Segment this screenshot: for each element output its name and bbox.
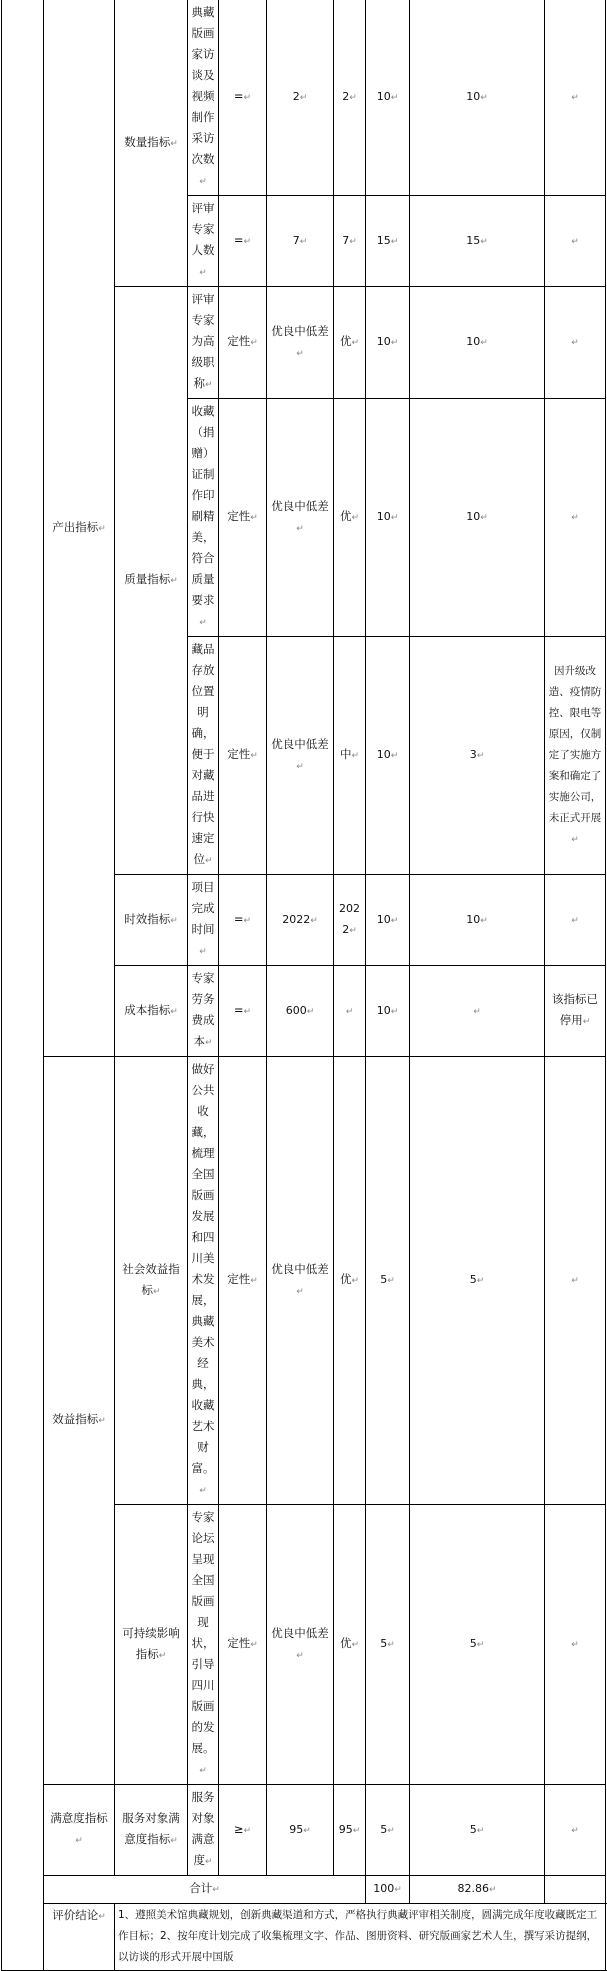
operator: 定性↵ xyxy=(219,399,267,637)
deviation-note: 因升级改造、疫情防控、限电等原因，仅制定了实施方案和确定了实施公司，未正式开展↵ xyxy=(545,637,606,875)
deviation-note: ↵ xyxy=(545,1057,606,1505)
score: 10↵ xyxy=(410,399,545,637)
actual-value: 优↵ xyxy=(334,287,366,399)
actual-value: 优↵ xyxy=(334,399,366,637)
actual-value: 优↵ xyxy=(334,1505,366,1785)
target-value: 2↵ xyxy=(267,0,334,196)
performance-indicator-table xyxy=(1,0,606,1971)
category-output: 产出指标↵ xyxy=(44,0,115,1057)
indicator-name: 服务对象满意度↵ xyxy=(188,1785,219,1876)
table-row xyxy=(2,0,606,196)
score: 5↵ xyxy=(410,1505,545,1785)
weight: 10↵ xyxy=(366,637,410,875)
score: 15↵ xyxy=(410,196,545,287)
weight: 5↵ xyxy=(366,1057,410,1505)
operator: 定性↵ xyxy=(219,1505,267,1785)
sub-indicator: 质量指标↵ xyxy=(115,287,188,875)
table-row xyxy=(2,1785,606,1876)
deviation-note: 该指标已停用↵ xyxy=(545,966,606,1057)
deviation-note: ↵ xyxy=(545,875,606,966)
operator: 定性↵ xyxy=(219,287,267,399)
total-score: 82.86↵ xyxy=(410,1876,545,1904)
actual-value: 优↵ xyxy=(334,1057,366,1505)
target-value: 优良中低差↵ xyxy=(267,287,334,399)
total-weight: 100↵ xyxy=(366,1876,410,1904)
indicator-name: 专家论坛呈现全国版画现状，引导四川版画的发展。↵ xyxy=(188,1505,219,1785)
weight: 5↵ xyxy=(366,1505,410,1785)
weight: 10↵ xyxy=(366,875,410,966)
operator: 定性↵ xyxy=(219,637,267,875)
actual-value: 中↵ xyxy=(334,637,366,875)
target-value: 优良中低差↵ xyxy=(267,399,334,637)
total-label: 合计↵ xyxy=(44,1876,366,1904)
sub-indicator: 社会效益指标↵ xyxy=(115,1057,188,1505)
target-value: 95↵ xyxy=(267,1785,334,1876)
operator: =↵ xyxy=(219,0,267,196)
indicator-name: 典藏版画家访谈及视频制作采访次数↵ xyxy=(188,0,219,196)
score: ↵ xyxy=(410,966,545,1057)
deviation-note: ↵ xyxy=(545,196,606,287)
score: 10↵ xyxy=(410,287,545,399)
operator: ≥↵ xyxy=(219,1785,267,1876)
actual-value: 2↵ xyxy=(334,0,366,196)
operator: 定性↵ xyxy=(219,1057,267,1505)
weight: 10↵ xyxy=(366,0,410,196)
left-blank-cell xyxy=(2,0,44,1971)
target-value: 优良中低差↵ xyxy=(267,1057,334,1505)
evaluation-text: 1、遵照美术馆典藏规划，创新典藏渠道和方式，严格执行典藏评审相关制度，圆满完成年度收藏既定工作目标；2、按年度计划完成了收集梳理文字、作品、图册资料、研究版画家艺术人生，撰写采访提纲，以访谈的形式开展中国版 xyxy=(115,1904,606,1971)
target-value: 7↵ xyxy=(267,196,334,287)
indicator-name: 做好公共收藏，梳理全国版画发展和四川美术发展，典藏美术经典，收藏艺术财富。↵ xyxy=(188,1057,219,1505)
indicator-name: 藏品存放位置明确，便于对藏品进行快速定位↵ xyxy=(188,637,219,875)
actual-value: 7↵ xyxy=(334,196,366,287)
target-value: 优良中低差↵ xyxy=(267,1505,334,1785)
score: 10↵ xyxy=(410,0,545,196)
deviation-note: ↵ xyxy=(545,287,606,399)
sub-indicator: 服务对象满意度指标↵ xyxy=(115,1785,188,1876)
weight: 10↵ xyxy=(366,287,410,399)
evaluation-label: 评价结论↵ xyxy=(44,1904,115,1971)
score: 10↵ xyxy=(410,875,545,966)
target-value: 优良中低差↵ xyxy=(267,637,334,875)
category-satisfaction: 满意度指标↵ xyxy=(44,1785,115,1876)
indicator-name: 收藏（捐赠）证制作印刷精美，符合质量要求↵ xyxy=(188,399,219,637)
category-effect: 效益指标↵ xyxy=(44,1057,115,1785)
indicator-name: 专家劳务费成本↵ xyxy=(188,966,219,1057)
operator: =↵ xyxy=(219,196,267,287)
deviation-note: ↵ xyxy=(545,399,606,637)
weight: 10↵ xyxy=(366,966,410,1057)
indicator-name: 项目完成时间↵ xyxy=(188,875,219,966)
indicator-name: 评审专家人数↵ xyxy=(188,196,219,287)
weight: 5↵ xyxy=(366,1785,410,1876)
deviation-note: ↵ xyxy=(545,1505,606,1785)
score: 3↵ xyxy=(410,637,545,875)
sub-indicator: 成本指标↵ xyxy=(115,966,188,1057)
target-value: 2022↵ xyxy=(267,875,334,966)
sub-indicator: 时效指标↵ xyxy=(115,875,188,966)
deviation-note: ↵ xyxy=(545,1785,606,1876)
table-row xyxy=(2,1057,606,1505)
score: 5↵ xyxy=(410,1057,545,1505)
operator: =↵ xyxy=(219,875,267,966)
target-value: 600↵ xyxy=(267,966,334,1057)
weight: 15↵ xyxy=(366,196,410,287)
sub-indicator: 可持续影响指标↵ xyxy=(115,1505,188,1785)
total-row xyxy=(2,1876,606,1904)
weight: 10↵ xyxy=(366,399,410,637)
evaluation-row xyxy=(2,1904,606,1971)
actual-value: ↵ xyxy=(334,966,366,1057)
actual-value: 2022↵ xyxy=(334,875,366,966)
actual-value: 95↵ xyxy=(334,1785,366,1876)
total-blank xyxy=(545,1876,606,1904)
score: 5↵ xyxy=(410,1785,545,1876)
operator: =↵ xyxy=(219,966,267,1057)
deviation-note: ↵ xyxy=(545,0,606,196)
indicator-name: 评审专家为高级职称↵ xyxy=(188,287,219,399)
sub-indicator: 数量指标↵ xyxy=(115,0,188,287)
